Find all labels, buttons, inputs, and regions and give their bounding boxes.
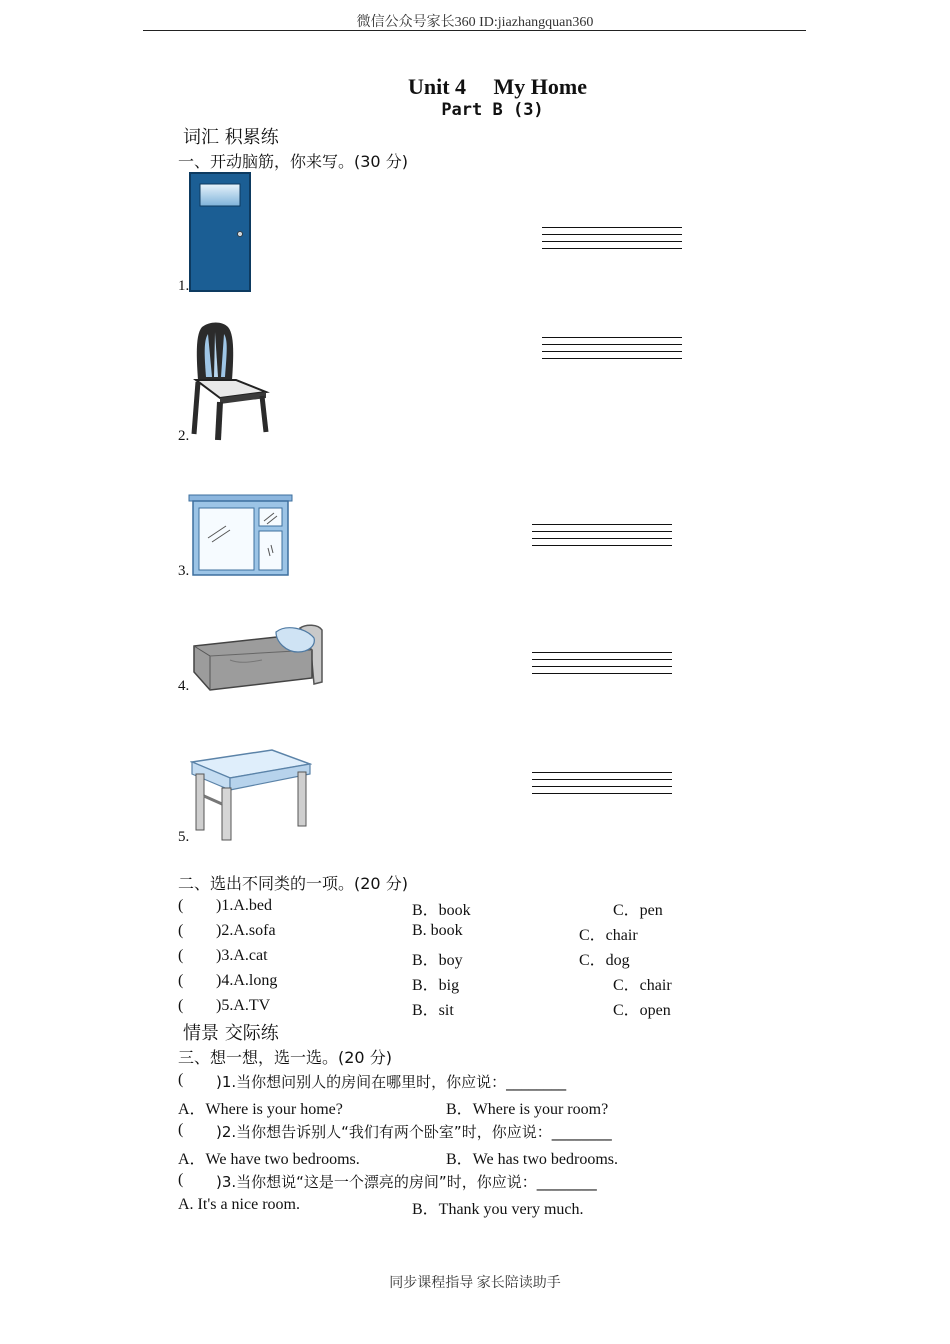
page-subtitle: Part B (3) xyxy=(441,100,544,120)
option-b: B．We has two bedrooms. xyxy=(446,1151,619,1168)
question-text: )2.当你想告诉别人“我们有两个卧室”时，你应说：________ xyxy=(216,1123,612,1141)
section-situation-title: 情景 交际练 xyxy=(183,1023,279,1044)
answer-paren[interactable]: ( xyxy=(178,947,184,964)
answer-paren[interactable]: ( xyxy=(178,1121,184,1138)
item-number: 4. xyxy=(178,678,190,694)
part1-heading: 一、开动脑筋，你来写。(30 分) xyxy=(178,152,408,171)
option-c: C．pen xyxy=(613,902,663,919)
bed-icon xyxy=(190,620,326,692)
option-a: A. It's a nice room. xyxy=(178,1196,300,1213)
answer-lines[interactable] xyxy=(532,524,672,552)
page-footer: 同步课程指导 家长陪读助手 xyxy=(389,1276,561,1291)
option-a: )5.A.TV xyxy=(216,997,271,1014)
answer-paren[interactable]: ( xyxy=(178,1171,184,1188)
option-c: C．dog xyxy=(579,952,630,969)
option-a: A．Where is your home? xyxy=(178,1101,343,1118)
option-a: )4.A.long xyxy=(216,972,278,989)
answer-lines[interactable] xyxy=(532,772,672,800)
option-b: B．Thank you very much. xyxy=(412,1201,584,1218)
answer-paren[interactable]: ( xyxy=(178,922,184,939)
option-b: B. book xyxy=(412,922,463,939)
answer-paren[interactable]: ( xyxy=(178,972,184,989)
option-a: )2.A.sofa xyxy=(216,922,276,939)
desk-icon xyxy=(190,744,312,844)
option-c: C．chair xyxy=(613,977,672,994)
question-text: )3.当你想说“这是一个漂亮的房间”时，你应说：________ xyxy=(216,1173,597,1191)
option-b: B．Where is your room? xyxy=(446,1101,609,1118)
option-a: )1.A.bed xyxy=(216,897,272,914)
section-vocabulary-title: 词汇 积累练 xyxy=(183,127,279,148)
option-b: B．sit xyxy=(412,1002,454,1019)
question-text: )1.当你想问别人的房间在哪里时，你应说：________ xyxy=(216,1073,567,1091)
door-icon xyxy=(189,172,251,292)
option-b: B．book xyxy=(412,902,471,919)
page-title: Unit 4 My Home xyxy=(407,74,588,99)
option-c: C．chair xyxy=(579,927,638,944)
page-header: 微信公众号家长360 ID:jiazhangquan360 xyxy=(356,15,594,30)
window-icon xyxy=(188,493,294,577)
answer-lines[interactable] xyxy=(542,227,682,255)
chair-icon xyxy=(190,322,270,442)
option-b: B．big xyxy=(412,977,460,994)
answer-lines[interactable] xyxy=(532,652,672,680)
part2-heading: 二、选出不同类的一项。(20 分) xyxy=(178,874,408,893)
item-number: 2. xyxy=(178,428,190,444)
option-a: )3.A.cat xyxy=(216,947,268,964)
item-number: 3. xyxy=(178,563,190,579)
item-number: 5. xyxy=(178,829,190,845)
header-divider xyxy=(143,30,806,31)
option-b: B．boy xyxy=(412,952,463,969)
item-number: 1. xyxy=(178,278,190,294)
answer-paren[interactable]: ( xyxy=(178,897,184,914)
answer-lines[interactable] xyxy=(542,337,682,365)
answer-paren[interactable]: ( xyxy=(178,1071,184,1088)
part3-heading: 三、想一想，选一选。(20 分) xyxy=(178,1048,392,1067)
answer-paren[interactable]: ( xyxy=(178,997,184,1014)
option-a: A．We have two bedrooms. xyxy=(178,1151,360,1168)
option-c: C．open xyxy=(613,1002,671,1019)
